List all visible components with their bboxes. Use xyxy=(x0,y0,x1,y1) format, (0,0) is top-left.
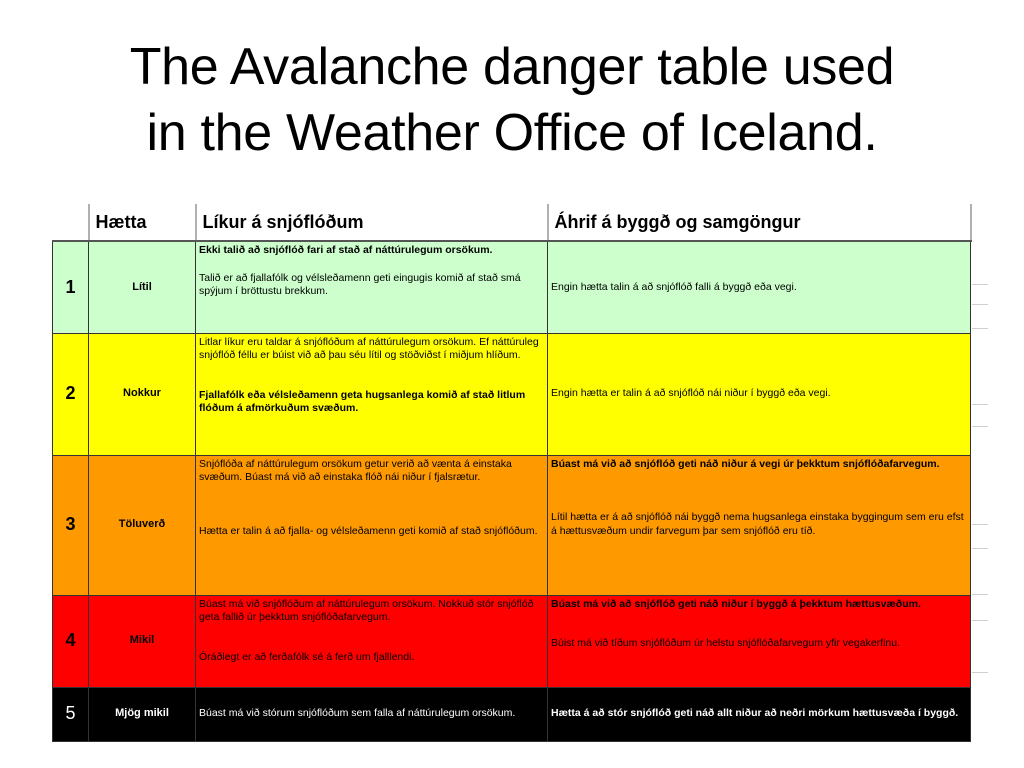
likelihood-cell xyxy=(196,455,548,595)
slide-title-line-1: The Avalanche danger table used xyxy=(129,38,895,96)
table-header-row xyxy=(53,204,971,241)
danger-number: 3 xyxy=(53,455,89,595)
effect-text-primary: Hætta á að stór snjóflóð geti náð allt niður að neðri mörkum hættusvæða í byggð. xyxy=(551,707,959,720)
likelihood-text-primary: Búast má við stórum snjóflóðum sem falla af náttúrulegum orsökum. xyxy=(199,707,516,720)
effect-text-primary: Búast má við að snjóflóð geti náð niður á vegi úr þekktum snjóflóðafarvegum. xyxy=(551,457,940,470)
effect-cell xyxy=(548,241,971,333)
danger-number: 1 xyxy=(53,241,89,333)
likelihood-text-secondary: Hætta er talin á að fjalla- og vélsleðamenn geti komið af stað snjóflóðum. xyxy=(199,524,538,537)
likelihood-cell xyxy=(196,687,548,741)
slide-title xyxy=(0,34,1024,166)
effect-text-secondary: Lítil hætta er á að snjóflóð nái byggð nema hugsanlega einstaka byggingum sem eru efst á hættusvæðum undir farvegum þar sem snjóflóð eru tíð. xyxy=(551,511,964,537)
likelihood-text-secondary: Óráðlegt er að ferðafólk sé á ferð um fjalllendi. xyxy=(199,650,415,663)
danger-level: Mikil xyxy=(89,595,196,687)
likelihood-text-primary: Snjóflóða af náttúrulegum orsökum getur verið að vænta á einstaka svæðum. Búast má við að einstaka flóð nái niður í fjalsrætur. xyxy=(199,457,512,483)
danger-level: Töluverð xyxy=(89,455,196,595)
slide-title-line-2: in the Weather Office of Iceland. xyxy=(146,104,878,162)
effect-text-primary: Búast má við að snjóflóð geti náð niður í byggð á þekktum hættusvæðum. xyxy=(551,597,921,610)
likelihood-text-primary: Litlar líkur eru taldar á snjóflóðum af náttúrulegum orsökum. Ef náttúruleg snjóflóð féllu er búist við að þau séu lítil og stöðviðst í miðjum hlíðum. xyxy=(199,335,539,361)
header-likelihood: Líkur á snjóflóðum xyxy=(196,204,548,241)
likelihood-cell xyxy=(196,595,548,687)
likelihood-text-primary: Búast má við snjóflóðum af náttúrulegum orsökum. Nokkuð stór snjóflóð geta fallið úr þekktum snjóflóðafarvegum. xyxy=(199,597,534,623)
table-row xyxy=(53,333,971,455)
table-row xyxy=(53,241,971,333)
header-number xyxy=(53,204,89,241)
avalanche-danger-table xyxy=(52,204,974,744)
effect-text-secondary: Engin hætta talin á að snjóflóð falli á byggð eða vegi. xyxy=(551,280,797,293)
danger-level: Mjög mikil xyxy=(89,687,196,741)
effect-text-secondary: Engin hætta er talin á að snjóflóð nái niður í byggð eða vegi. xyxy=(551,387,831,400)
effect-cell xyxy=(548,455,971,595)
header-effect: Áhrif á byggð og samgöngur xyxy=(548,204,971,241)
danger-number: 4 xyxy=(53,595,89,687)
header-level: Hætta xyxy=(89,204,196,241)
table-row xyxy=(53,455,971,595)
effect-text-secondary: Búist má við tíðum snjóflóðum úr helstu snjóflóðafarvegum yfir vegakerfinu. xyxy=(551,637,900,649)
danger-number: 2 xyxy=(53,333,89,455)
likelihood-text-secondary: Fjallafólk eða vélsleðamenn geta hugsanlega komið af stað litlum flóðum á afmörkuðum svæðum. xyxy=(199,388,526,414)
danger-level: Nokkur xyxy=(89,333,196,455)
table-row xyxy=(53,687,971,741)
spreadsheet-gridline-stubs xyxy=(972,204,988,744)
effect-cell xyxy=(548,687,971,741)
likelihood-cell xyxy=(196,241,548,333)
danger-number: 5 xyxy=(53,687,89,741)
effect-cell xyxy=(548,333,971,455)
likelihood-cell xyxy=(196,333,548,455)
danger-level: Lítil xyxy=(89,241,196,333)
table-row xyxy=(53,595,971,687)
likelihood-text-primary: Ekki talið að snjóflóð fari af stað af náttúrulegum orsökum. xyxy=(199,244,493,256)
likelihood-text-secondary: Talið er að fjallafólk og vélsleðamenn geti eingugis komið af stað smá spýjum í bröttustu brekkum. xyxy=(199,271,521,297)
effect-cell xyxy=(548,595,971,687)
